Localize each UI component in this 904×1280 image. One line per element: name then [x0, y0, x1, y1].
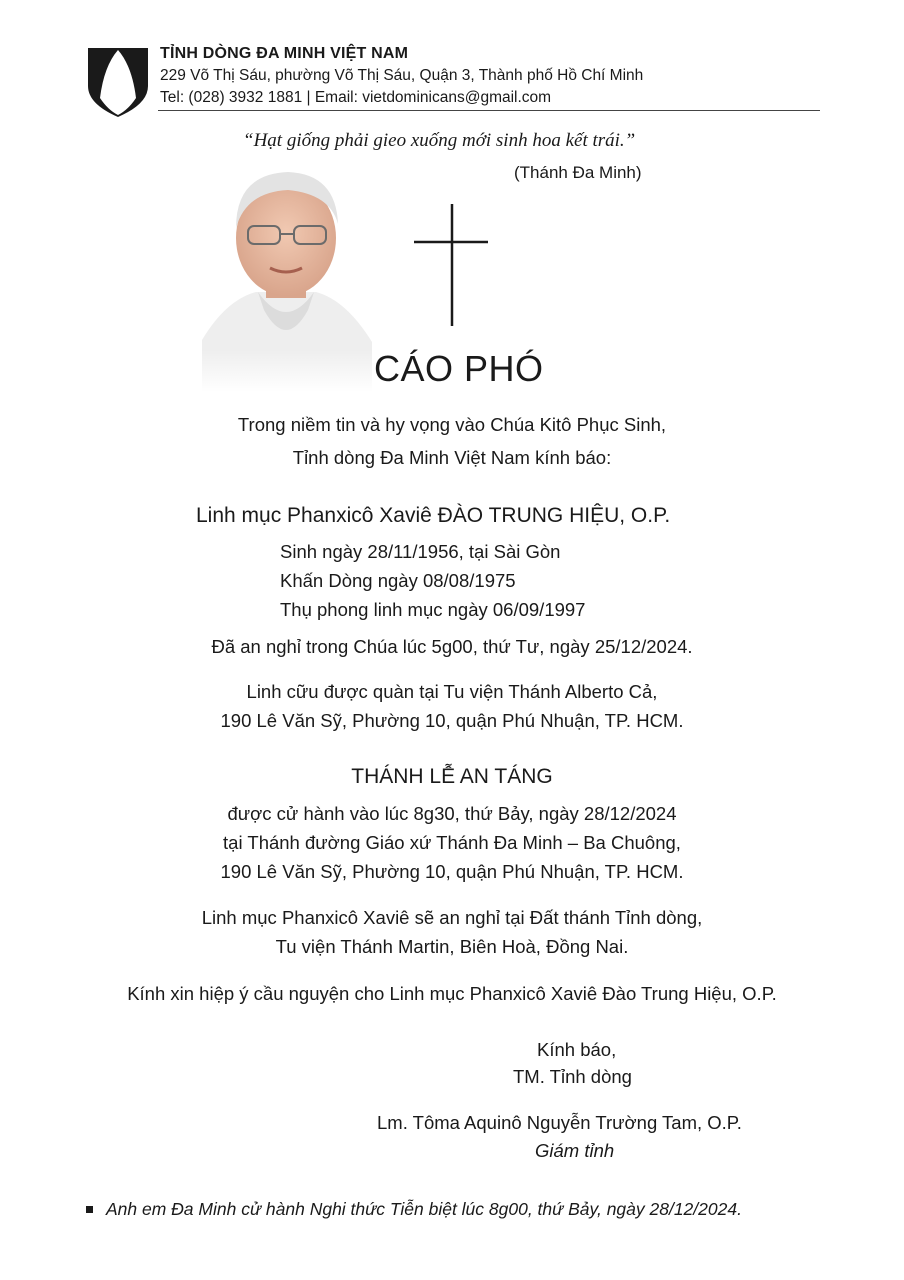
dominican-shield-icon	[86, 46, 150, 118]
org-contact: Tel: (028) 3932 1881 | Email: vietdominicans@gmail.com	[160, 89, 552, 106]
death-info: Đã an nghỉ trong Chúa lúc 5g00, thứ Tư, ngày 25/12/2024.	[211, 636, 693, 657]
funeral-line-2: tại Thánh đường Giáo xứ Thánh Đa Minh – Ba Chuông,	[223, 832, 681, 853]
header-divider	[158, 110, 820, 111]
burial-line-2: Tu viện Thánh Martin, Biên Hoà, Đồng Nai.	[275, 936, 629, 957]
funeral-line-3: 190 Lê Văn Sỹ, Phường 10, quận Phú Nhuận, TP. HCM.	[220, 861, 684, 882]
signer-role: Giám tỉnh	[535, 1140, 615, 1161]
signature-greeting: Kính báo,	[537, 1039, 617, 1060]
signature-on-behalf: TM. Tỉnh dòng	[513, 1066, 632, 1087]
footnote: Anh em Đa Minh cử hành Nghi thức Tiễn biệt lúc 8g00, thứ Bảy, ngày 28/12/2024.	[106, 1199, 742, 1219]
quote-text: “Hạt giống phải gieo xuống mới sinh hoa kết trái.”	[243, 130, 636, 151]
intro-line-2: Tỉnh dòng Đa Minh Việt Nam kính báo:	[292, 447, 612, 468]
page-title: CÁO PHÓ	[374, 348, 544, 389]
intro-line-1: Trong niềm tin và hy vọng vào Chúa Kitô Phục Sinh,	[237, 414, 667, 435]
funeral-line-1: được cử hành vào lúc 8g30, thứ Bảy, ngày 28/12/2024	[227, 803, 677, 824]
ordination-info: Thụ phong linh mục ngày 06/09/1997	[280, 599, 586, 620]
portrait-photo	[196, 160, 378, 392]
quote-attribution: (Thánh Đa Minh)	[514, 163, 642, 182]
cross-icon	[412, 204, 490, 326]
wake-line-2: 190 Lê Văn Sỹ, Phường 10, quận Phú Nhuận, TP. HCM.	[220, 710, 684, 731]
signer-name: Lm. Tôma Aquinô Nguyễn Trường Tam, O.P.	[377, 1112, 742, 1133]
org-name: TỈNH DÒNG ĐA MINH VIỆT NAM	[160, 45, 409, 62]
org-address: 229 Võ Thị Sáu, phường Võ Thị Sáu, Quận 3, Thành phố Hồ Chí Minh	[160, 67, 644, 84]
prayer-request: Kính xin hiệp ý cầu nguyện cho Linh mục Phanxicô Xaviê Đào Trung Hiệu, O.P.	[127, 983, 777, 1004]
vows-info: Khấn Dòng ngày 08/08/1975	[280, 570, 516, 591]
funeral-heading: THÁNH LỄ AN TÁNG	[351, 765, 553, 788]
bullet-icon	[86, 1206, 93, 1213]
wake-line-1: Linh cữu được quàn tại Tu viện Thánh Alberto Cả,	[246, 681, 658, 702]
birth-info: Sinh ngày 28/11/1956, tại Sài Gòn	[280, 541, 561, 562]
burial-line-1: Linh mục Phanxicô Xaviê sẽ an nghỉ tại Đất thánh Tỉnh dòng,	[201, 907, 703, 928]
deceased-name: Linh mục Phanxicô Xaviê ĐÀO TRUNG HIỆU, O.P.	[196, 504, 671, 527]
